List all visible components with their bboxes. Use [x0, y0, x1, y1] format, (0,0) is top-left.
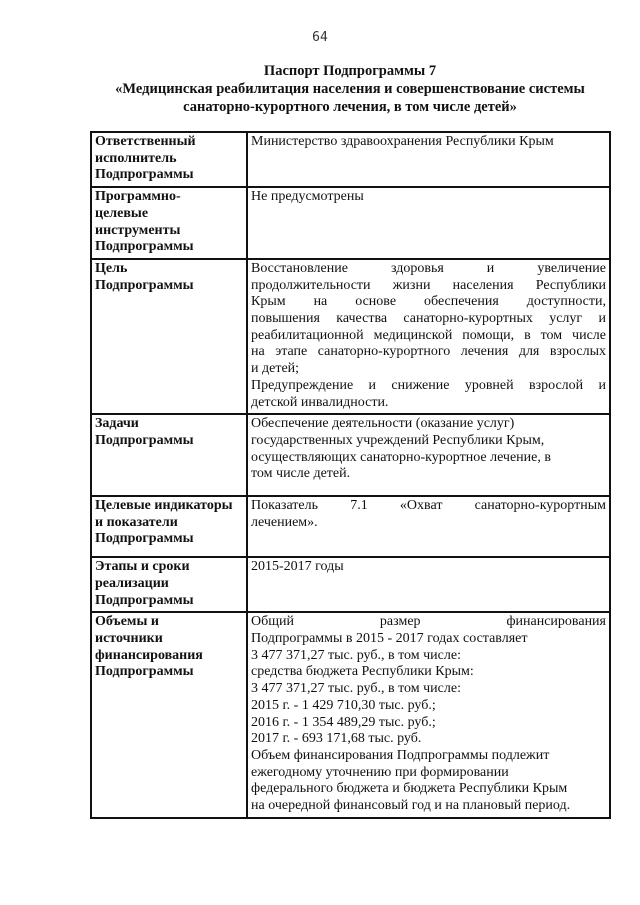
row-label-stages — [91, 557, 247, 612]
value-line: том числе детей. — [251, 466, 351, 482]
row-value-funding — [247, 612, 610, 817]
value-line: государственных учреждений Республики Крым, — [251, 432, 545, 448]
passport-table — [90, 131, 611, 819]
label-line: Подпрограммы — [95, 531, 194, 547]
value-line: 2017 г. - 693 171,68 тыс. руб. — [251, 731, 422, 747]
label-line: Программно- — [95, 189, 181, 205]
row-value-instruments — [247, 187, 610, 259]
title-line-2: «Медицинская реабилитация населения и совершенствование системы — [115, 81, 585, 97]
value-line: 3 477 371,27 тыс. руб., в том числе: — [251, 647, 461, 663]
value-line: Предупреждение и снижение уровней взрослой и — [251, 377, 606, 393]
value-line: Объем финансирования Подпрограммы подлежит — [251, 747, 550, 763]
label-line: целевые — [95, 205, 149, 221]
label-line: реализации — [95, 575, 169, 591]
label-line: Этапы и сроки — [95, 559, 190, 575]
value-line: ежегодному уточнению при формировании — [251, 764, 509, 780]
value-line: 3 477 371,27 тыс. руб., в том числе: — [251, 681, 461, 697]
label-line: и показатели — [95, 514, 178, 530]
value-line: 2016 г. - 1 354 489,29 тыс. руб.; — [251, 714, 436, 730]
table-row — [91, 557, 610, 612]
value-line: на очередной финансовый год и на плановый период. — [251, 798, 571, 814]
label-line: Подпрограммы — [95, 592, 194, 608]
label-line: Подпрограммы — [95, 239, 194, 255]
table-row — [91, 187, 610, 259]
value-line: Восстановление здоровья и увеличение — [251, 260, 606, 276]
row-value-responsible — [247, 132, 610, 187]
value-line: Крым на основе обеспечения доступности, — [251, 294, 606, 310]
value-line: Общий размер финансирования — [251, 614, 606, 630]
label-line: Целевые индикаторы — [95, 498, 233, 514]
table-row — [91, 414, 610, 496]
value-line: Показатель 7.1 «Охват санаторно-курортным — [251, 498, 606, 514]
value-line: Министерство здравоохранения Республики Крым — [251, 134, 554, 149]
row-label-tasks — [91, 414, 247, 496]
label-line: источники — [95, 630, 163, 646]
table-row — [91, 612, 610, 817]
label-line: Подпрограммы — [95, 277, 194, 293]
value-line: Подпрограммы в 2015 - 2017 годах составляет — [251, 630, 528, 646]
value-line: федерального бюджета и бюджета Республики Крым — [251, 781, 568, 797]
label-line: Подпрограммы — [95, 167, 194, 183]
label-line: исполнитель — [95, 150, 177, 166]
value-line: и детей; — [251, 361, 300, 377]
label-line: Объемы и — [95, 614, 159, 630]
title-line-1: Паспорт Подпрограммы 7 — [263, 63, 437, 79]
value-line: осуществляющих санаторно-курортное лечение, в — [251, 449, 551, 465]
value-line: лечением». — [251, 514, 318, 530]
value-line: Не предусмотрены — [251, 189, 364, 205]
row-value-goal — [247, 259, 610, 414]
row-label-responsible — [91, 132, 247, 187]
row-label-funding — [91, 612, 247, 817]
page-number: 64 — [312, 30, 328, 45]
label-line: Подпрограммы — [95, 432, 194, 448]
label-line: Цель — [95, 260, 128, 276]
row-value-stages — [247, 557, 610, 612]
table-row — [91, 132, 610, 187]
value-line: на этапе санаторно-курортного лечения для взрослых — [251, 344, 606, 360]
row-label-goal — [91, 259, 247, 414]
row-label-indicators — [91, 496, 247, 557]
label-line: финансирования — [95, 647, 203, 663]
value-line: 2015 г. - 1 429 710,30 тыс. руб.; — [251, 697, 436, 713]
table-row — [91, 496, 610, 557]
label-line: инструменты — [95, 222, 181, 238]
row-value-tasks — [247, 414, 610, 496]
row-label-instruments — [91, 187, 247, 259]
value-line: продолжительности жизни населения Республики — [251, 277, 606, 293]
value-line: повышения качества санаторно-курортных услуг и — [251, 311, 606, 327]
value-line: средства бюджета Республики Крым: — [251, 664, 474, 680]
title-line-3: санаторно-курортного лечения, в том числе детей» — [183, 99, 517, 115]
table-row — [91, 259, 610, 414]
label-line: Подпрограммы — [95, 664, 194, 680]
value-line: Обеспечение деятельности (оказание услуг) — [251, 416, 515, 432]
label-line: Ответственный — [95, 134, 196, 149]
label-line: Задачи — [95, 416, 139, 432]
value-line: 2015-2017 годы — [251, 559, 344, 575]
row-value-indicators — [247, 496, 610, 557]
value-line: реабилитационной медицинской помощи, в том числе — [251, 327, 606, 343]
value-line: детской инвалидности. — [251, 394, 389, 410]
passport-title — [80, 62, 620, 116]
